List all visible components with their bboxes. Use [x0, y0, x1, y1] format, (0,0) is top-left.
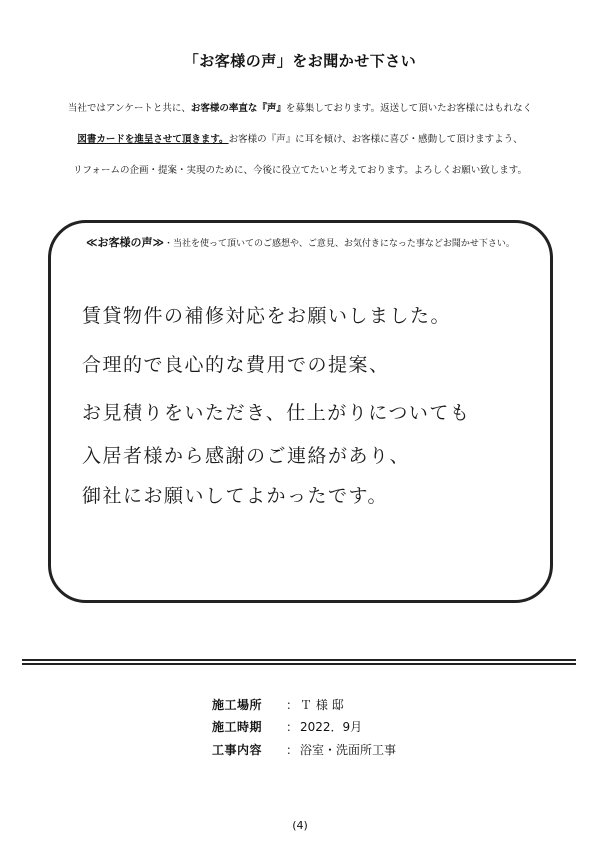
period-label: 施工時期 [212, 720, 263, 734]
info-row-content [212, 741, 396, 758]
page-title: 「お客様の声」をお聞かせ下さい [183, 52, 417, 70]
voice-box-header [86, 234, 515, 250]
handwritten-line: 合理的で良心的な費用での提案、 [82, 354, 390, 376]
divider [22, 659, 576, 661]
handwritten-line: 御社にお願いしてよかったです。 [82, 485, 388, 507]
content-label: 工事内容 [212, 743, 263, 757]
separator: ： [286, 720, 299, 734]
separator: ： [286, 698, 299, 712]
voice-box-heading: ≪お客様の声≫ [86, 236, 165, 249]
intro-line-2 [40, 134, 560, 146]
info-row-place [212, 696, 344, 713]
intro-text: 当社ではアンケートと共に、 [67, 103, 191, 114]
period-value: 2022．9月 [300, 720, 363, 734]
handwritten-line: 賃貸物件の補修対応をお願いしました。 [82, 305, 452, 327]
place-value: Ｔ 様 邸 [300, 698, 344, 712]
divider [22, 663, 576, 665]
info-row-period [212, 718, 362, 735]
intro-text: お客様の『声』に耳を傾け、お客様に喜び・感動して頂けますよう、 [228, 134, 523, 145]
intro-text: を募集しております。返送して頂いたお客様にはもれなく [285, 103, 533, 114]
intro-line-3: リフォームの企画・提案・実現のために、今後に役立てたいと考えております。よろしくお願い致します。 [72, 165, 527, 176]
page-number: (4) [292, 819, 308, 832]
intro-underlined: 図書カードを進呈させて頂きます。 [77, 134, 229, 145]
separator: ： [286, 743, 299, 757]
voice-box-subheading: ・当社を使って頂いてのご感想や、ご意見、お気付きになった事などお聞かせ下さい。 [164, 239, 515, 249]
handwritten-line: お見積りをいただき、仕上がりについても [82, 402, 471, 424]
content-value: 浴室・洗面所工事 [300, 743, 397, 757]
handwritten-line: 入居者様から感謝のご連絡があり、 [82, 445, 411, 467]
intro-emphasis: お客様の率直な『声』 [190, 103, 286, 114]
place-label: 施工場所 [212, 698, 263, 712]
intro-line-1 [40, 103, 560, 115]
